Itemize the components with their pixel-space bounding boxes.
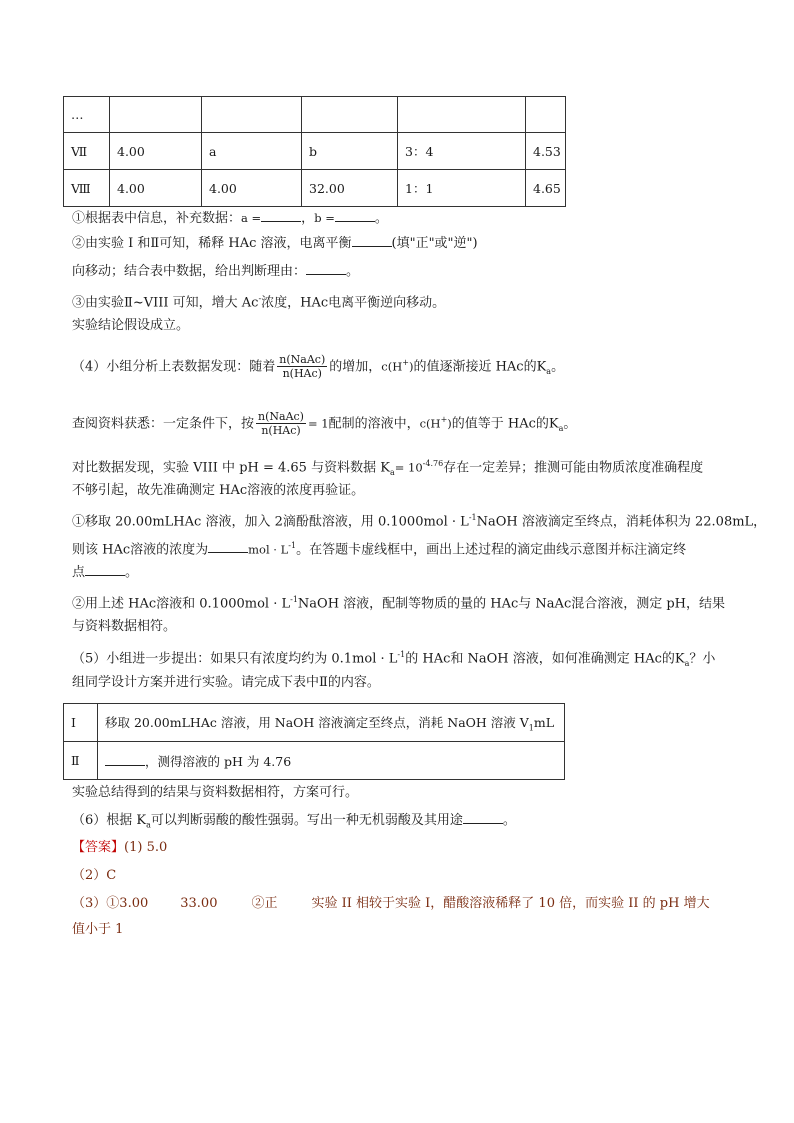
exponent: -1 <box>290 595 298 604</box>
unit: mol · L <box>248 542 289 557</box>
q5-text: （5）小组进一步提出：如果只有浓度均约为 0.1mol · L <box>72 651 398 667</box>
superscript: + <box>440 415 448 424</box>
table-row <box>64 97 566 133</box>
q3-part2-line2 <box>72 262 359 282</box>
step2-desc: ，测得溶液的 pH 为 4.76 <box>145 753 292 769</box>
unit: mL <box>533 714 555 730</box>
q4-text: （4）小组分析上表数据发现：随着 <box>72 359 276 375</box>
q6-text-post: 可以判断弱酸的酸性强弱。写出一种无机弱酸及其用途 <box>150 813 463 828</box>
fraction-denominator: n(HAc) <box>282 367 322 381</box>
fraction-denominator: n(HAc) <box>261 424 301 438</box>
answer-reason: 实验 II 相较于实验 I，醋酸溶液稀释了 10 倍，而实验 II 的 pH 增大 <box>311 896 710 911</box>
table-cell <box>526 97 566 133</box>
step1-desc: 移取 20.00mLHAc 溶液，用 NaOH 溶液滴定至终点，消耗 NaOH 溶液 V <box>105 714 529 730</box>
blank-b[interactable] <box>335 209 375 222</box>
q4-line2 <box>72 402 576 447</box>
subscript: a <box>684 658 690 668</box>
q4-line1 <box>72 345 564 390</box>
q3-part2-line1 <box>72 234 478 254</box>
period: 。 <box>125 565 139 580</box>
q4-text-post: 的值逐渐接近 HAc的K <box>413 359 547 375</box>
table-cell: 4.00 <box>202 170 302 207</box>
blank-direction[interactable] <box>352 234 392 247</box>
table-row <box>64 133 566 170</box>
q4-text-mid: 的增加， <box>329 359 382 375</box>
fraction <box>256 410 306 437</box>
circle-1: ① <box>106 896 120 911</box>
step1-text-post: NaOH 溶液滴定至终点，消耗体积为 22.08mL， <box>476 514 767 530</box>
q4-line3 <box>72 454 703 483</box>
blank-a[interactable] <box>261 209 301 222</box>
blank-concentration[interactable] <box>208 540 248 553</box>
table-cell <box>98 742 565 780</box>
subscript: a <box>146 820 151 830</box>
blank-endpoint[interactable] <box>85 563 125 576</box>
table-cell <box>202 97 302 133</box>
answer-line1 <box>72 838 167 858</box>
table-cell: 4.00 <box>110 133 202 170</box>
ka-value: = 10 <box>394 460 423 475</box>
table-cell: … <box>64 97 110 133</box>
q4-step2-line2: 与资料数据相符。 <box>72 619 177 634</box>
q4-line2-text: 查阅资料获悉：一定条件下，按 <box>72 416 255 432</box>
fraction <box>277 353 327 380</box>
q3-part2-text: ②由实验 I 和Ⅱ可知，稀释 HAc 溶液，电离平衡 <box>72 236 352 251</box>
answer-3-line2: 值小于 1 <box>72 922 124 937</box>
q3-part1-text: ①根据表中信息，补充数据： <box>72 211 242 226</box>
answer-3-line1 <box>72 894 710 914</box>
table-row <box>64 704 565 742</box>
table-cell: 3：4 <box>398 133 526 170</box>
exponent: -1 <box>397 650 406 659</box>
q5-text-post: ？小 <box>689 651 716 667</box>
step1-line2-text: 则该 HAc溶液的浓度为 <box>72 542 209 558</box>
exponent: -1 <box>288 541 297 550</box>
period: 。 <box>346 264 360 279</box>
blank-step2[interactable] <box>105 753 145 766</box>
blank-weak-acid[interactable] <box>463 811 503 824</box>
table-cell: 4.53 <box>526 133 566 170</box>
subscript: a <box>558 423 564 433</box>
answer-a-value: 3.00 <box>119 896 149 911</box>
blank-reason[interactable] <box>306 262 346 275</box>
period: 。 <box>563 416 577 432</box>
procedure-table <box>63 703 565 780</box>
table-row <box>64 170 566 207</box>
q3-part3-text-post: 浓度，HAc电离平衡逆向移动。 <box>261 295 446 311</box>
answer-1: (1) 5.0 <box>124 840 168 855</box>
conclusion: 实验结论假设成立。 <box>72 318 190 333</box>
q4-step1-line1 <box>72 508 766 532</box>
q5-line2: 组同学设计方案并进行实验。请完成下表中Ⅱ的内容。 <box>72 675 380 690</box>
table-cell: 4.00 <box>110 170 202 207</box>
answer-b-value: 33.00 <box>180 896 218 911</box>
ch-expr: c(H <box>419 416 441 431</box>
ch-close: ) <box>447 416 452 431</box>
answer-3-label: （3） <box>72 896 107 911</box>
step1-text: ①移取 20.00mLHAc 溶液，加入 2滴酚酞溶液，用 0.1000mol · L <box>72 514 469 530</box>
step1-line3-text: 点 <box>72 565 86 580</box>
table-cell: Ⅷ <box>64 170 110 207</box>
period: 。 <box>551 359 565 375</box>
q4-line2-post: 的值等于 HAc的K <box>451 416 559 432</box>
q3-part3 <box>72 289 445 313</box>
q4-line3-post: 存在一定差异；推测可能由物质浓度准确程度 <box>443 460 704 476</box>
ch-close: ) <box>408 359 414 374</box>
table-cell: 4.65 <box>526 170 566 207</box>
table-cell: 1：1 <box>398 170 526 207</box>
q4-step1-line3 <box>72 563 138 583</box>
q5-line1 <box>72 645 715 674</box>
subscript: 1 <box>528 723 534 733</box>
table-cell <box>302 97 398 133</box>
table-cell <box>98 704 565 742</box>
data-table-top <box>63 96 566 207</box>
hint: (填"正"或"逆") <box>391 236 478 251</box>
period: 。 <box>502 813 516 828</box>
q4-step1-line2 <box>72 536 686 560</box>
table-cell: 32.00 <box>302 170 398 207</box>
fraction-numerator: n(NaAc) <box>279 353 326 367</box>
separator: ， <box>301 211 315 226</box>
table-cell <box>110 97 202 133</box>
fraction-numerator: n(NaAc) <box>258 410 304 424</box>
circle-2: ② <box>251 896 265 911</box>
q6 <box>72 811 516 836</box>
answer-2: （2）C <box>72 868 117 883</box>
summary: 实验总结得到的结果与资料数据相符，方案可行。 <box>72 785 359 800</box>
q3-part3-text: ③由实验Ⅱ~VIII 可知，增大 Ac <box>72 295 259 311</box>
ch-expr: c(H <box>381 359 403 374</box>
q4-step2-line1 <box>72 590 725 614</box>
period: 。 <box>374 211 388 226</box>
q5-text-mid: 的 HAc和 NaOH 溶液，如何准确测定 HAc的K <box>405 651 685 667</box>
q3-reason-text: 向移动；结合表中数据，给出判断理由： <box>72 264 307 279</box>
b-label: b = <box>314 211 335 225</box>
q4-line4: 不够引起，故先准确测定 HAc溶液的浓度再验证。 <box>72 483 365 498</box>
answer-direction: 正 <box>264 896 278 911</box>
q3-part1 <box>72 208 388 229</box>
superscript: - <box>258 294 262 303</box>
equals-one: = 1 <box>307 416 329 431</box>
step2-text: ②用上述 HAc溶液和 0.1000mol · L <box>72 596 291 612</box>
table-cell: Ⅶ <box>64 133 110 170</box>
exponent: -1 <box>468 513 477 522</box>
answer-label: 【答案】 <box>72 840 125 855</box>
subscript: a <box>389 467 395 477</box>
table-cell <box>398 97 526 133</box>
table-cell: I <box>64 704 98 742</box>
table-cell: a <box>202 133 302 170</box>
table-row <box>64 742 565 780</box>
q4-line3-text: 对比数据发现，实验 VIII 中 pH = 4.65 与资料数据 K <box>72 460 390 476</box>
exponent: -4.76 <box>422 459 444 468</box>
step1-line2-post: 。在答题卡虚线框中，画出上述过程的滴定曲线示意图并标注滴定终 <box>296 542 687 558</box>
subscript: a <box>546 366 552 376</box>
table-cell: b <box>302 133 398 170</box>
q6-text: （6）根据 K <box>72 813 147 828</box>
q4-line2-mid: 配制的溶液中， <box>328 416 420 432</box>
table-cell: Ⅱ <box>64 742 98 780</box>
step2-text-post: NaOH 溶液，配制等物质的量的 HAc与 NaAc混合溶液，测定 pH，结果 <box>297 596 726 612</box>
a-label: a = <box>241 211 262 225</box>
superscript: + <box>402 358 409 367</box>
